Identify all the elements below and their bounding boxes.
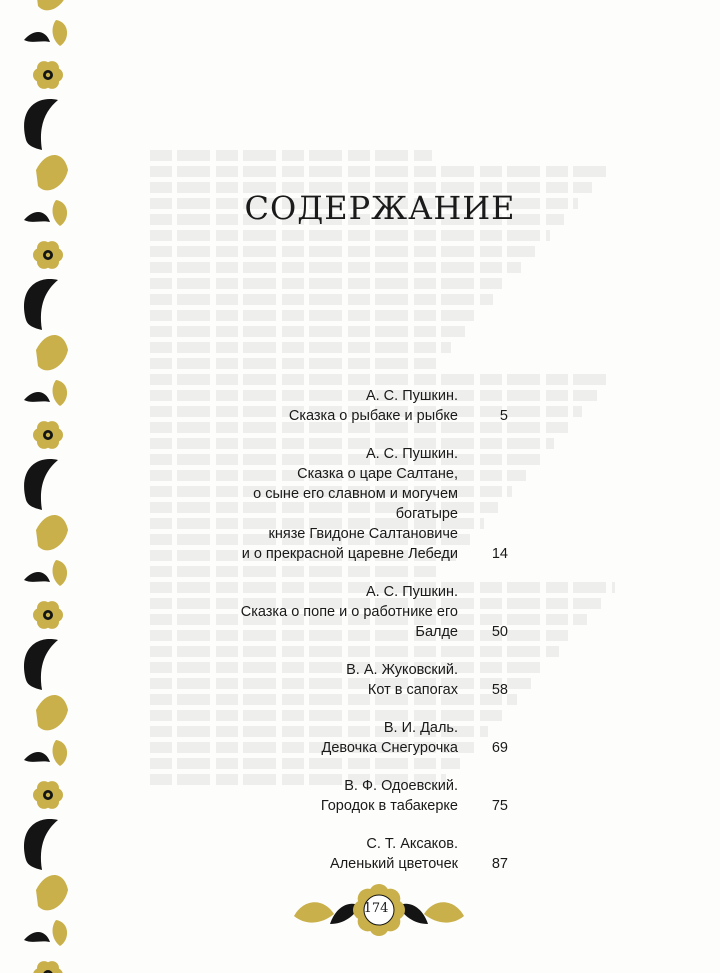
gold-teardrop-icon <box>53 380 68 406</box>
flower-dot-icon <box>46 73 50 77</box>
bleed-line <box>150 358 437 369</box>
gold-teardrop-icon <box>53 20 68 46</box>
black-leaf-icon <box>24 459 58 510</box>
toc-story-title: Кот в сапогах <box>367 682 458 698</box>
toc-story-title: Аленький цветочек <box>330 856 458 872</box>
toc-story-title: Городок в табакерке <box>320 798 458 814</box>
bleed-line <box>150 374 611 385</box>
gold-leaf-icon <box>36 695 68 730</box>
toc-author: А. С. Пушкин. <box>365 446 458 462</box>
black-sprig-icon <box>24 932 50 942</box>
black-leaf-icon <box>24 639 58 690</box>
toc-story-title: князе Гвидоне Салтановиче <box>268 526 458 542</box>
toc-story-title: о сыне его славном и могучем богатыре <box>253 486 458 522</box>
toc-story-title: Сказка о царе Салтане, <box>297 466 458 482</box>
black-leaf-icon <box>24 99 58 150</box>
gold-leaf-icon <box>294 902 334 922</box>
toc-page-number: 58 <box>491 682 508 698</box>
gold-leaf-icon <box>36 155 68 190</box>
toc-page-number: 14 <box>491 546 508 562</box>
black-sprig-icon <box>24 212 50 222</box>
black-sprig-icon <box>24 752 50 762</box>
gold-leaf-icon <box>36 875 68 910</box>
black-leaf-icon <box>24 279 58 330</box>
toc-page-number: 69 <box>491 740 508 756</box>
flower-dot-icon <box>46 793 50 797</box>
bleed-line <box>150 150 432 161</box>
toc-page-number: 87 <box>491 856 508 872</box>
flower-dot-icon <box>46 613 50 617</box>
toc-entry <box>200 444 530 564</box>
gold-teardrop-icon <box>53 740 68 766</box>
toc-page-number: 50 <box>491 624 508 640</box>
toc-entry <box>200 776 530 816</box>
toc-page-number: 5 <box>499 408 508 424</box>
toc-author: В. И. Даль. <box>383 720 458 736</box>
black-sprig-icon <box>24 392 50 402</box>
bleed-line <box>150 342 451 353</box>
gold-leaf-icon <box>36 515 68 550</box>
page-number: 174 <box>363 901 389 916</box>
floral-border-icon <box>16 0 72 973</box>
toc-entry <box>200 834 530 874</box>
gold-leaf-icon <box>36 0 68 10</box>
toc-story-title: Девочка Снегурочка <box>321 740 458 756</box>
gold-leaf-icon <box>36 335 68 370</box>
table-of-contents <box>200 386 530 892</box>
toc-author: А. С. Пушкин. <box>365 388 458 404</box>
gold-teardrop-icon <box>53 920 68 946</box>
flower-dot-icon <box>46 433 50 437</box>
bleed-line <box>150 326 465 337</box>
gold-leaf-icon <box>424 902 464 922</box>
toc-author: С. Т. Аксаков. <box>366 836 458 852</box>
toc-author: В. Ф. Одоевский. <box>344 778 458 794</box>
bleed-line <box>150 230 550 241</box>
toc-entry <box>200 386 530 426</box>
bleed-line <box>150 166 606 177</box>
toc-entry <box>200 660 530 700</box>
toc-entry <box>200 718 530 758</box>
bleed-line <box>150 310 479 321</box>
gold-teardrop-icon <box>53 200 68 226</box>
bleed-line <box>150 262 521 273</box>
black-leaf-icon <box>24 819 58 870</box>
page-title: СОДЕРЖАНИЕ <box>244 189 516 228</box>
flower-dot-icon <box>46 253 50 257</box>
toc-entry <box>200 582 530 642</box>
toc-author: В. А. Жуковский. <box>346 662 458 678</box>
bleed-line <box>150 246 535 257</box>
black-sprig-icon <box>24 572 50 582</box>
black-sprig-icon <box>24 32 50 42</box>
toc-page-number: 75 <box>491 798 508 814</box>
toc-story-title: Сказка о попе и о работнике его Балде <box>240 604 458 640</box>
toc-author: А. С. Пушкин. <box>365 584 458 600</box>
gold-teardrop-icon <box>53 560 68 586</box>
toc-story-title: и о прекрасной царевне Лебеди <box>241 546 458 562</box>
toc-story-title: Сказка о рыбаке и рыбке <box>288 408 458 424</box>
bleed-line <box>150 294 493 305</box>
bleed-line <box>150 278 507 289</box>
